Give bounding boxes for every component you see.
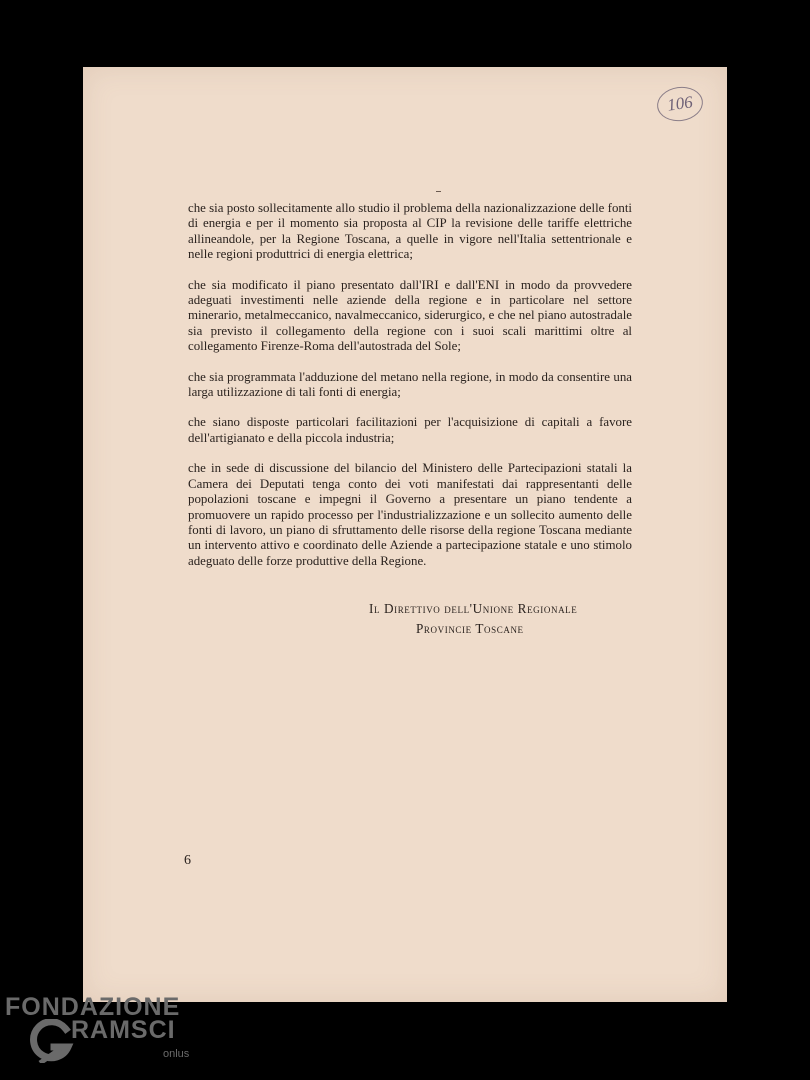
signature-line-1: Il Direttivo dell'Unione Regionale	[369, 601, 578, 616]
document-page	[83, 67, 727, 1002]
paragraph-5: che in sede di discussione del bilancio del Ministero delle Partecipazioni statali la Camera dei Deputati tenga conto dei voti manifestati dai rappresentanti delle popolazioni toscane e impegni il Governo a presentare un piano tendente a promuovere un rapido processo per l'industrializzazione e un sollecito aumento delle fonti di lavoro, un piano di sfruttamento delle risorse della regione Toscana mediante un intervento attivo e coordinato delle Aziende a partecipazione statale e uno stimolo adeguato delle forze produttive della Regione.	[188, 461, 632, 568]
signature-block	[369, 599, 609, 639]
signature-line-2: Provincie Toscane	[416, 621, 524, 636]
fondazione-gramsci-watermark	[0, 993, 210, 1080]
watermark-line-1: FONDAZIONE	[5, 993, 181, 1021]
archive-number-stamp: 106	[655, 84, 705, 124]
paragraph-4: che siano disposte particolari facilitazioni per l'acquisizione di capitali a favore dell'artigianato e della piccola industria;	[188, 415, 632, 445]
watermark-line-3: onlus	[163, 1048, 190, 1060]
paragraph-1: che sia posto sollecitamente allo studio il problema della nazionalizzazione delle fonti di energia e per il momento sia proposta al CIP la revisione delle tariffe elettriche allineandole, per la Regione Toscana, a quelle in vigore nell'Italia settentrionale e nelle regioni produttrici di energia elettrica;	[188, 201, 632, 262]
paragraph-2: che sia modificato il piano presentato dall'IRI e dall'ENI in modo da provvedere adeguati investimenti nelle aziende della regione e in particolare nel settore minerario, metalmeccanico, navalmeccanico, siderurgico, e che nel piano autostradale sia previsto il collegamento della regione con i suoi scali marittimi oltre al collegamento Firenze-Roma dell'autostrada del Sole;	[188, 277, 632, 354]
page-number: 6	[184, 853, 191, 868]
body-text	[188, 201, 632, 584]
paragraph-3: che sia programmata l'adduzione del metano nella regione, in modo da consentire una larga utilizzazione di tali fonti di energia;	[188, 369, 632, 400]
gramsci-g-logo-icon	[30, 1019, 74, 1063]
watermark-line-2: RAMSCI	[71, 1016, 176, 1044]
ink-mark	[436, 191, 441, 192]
